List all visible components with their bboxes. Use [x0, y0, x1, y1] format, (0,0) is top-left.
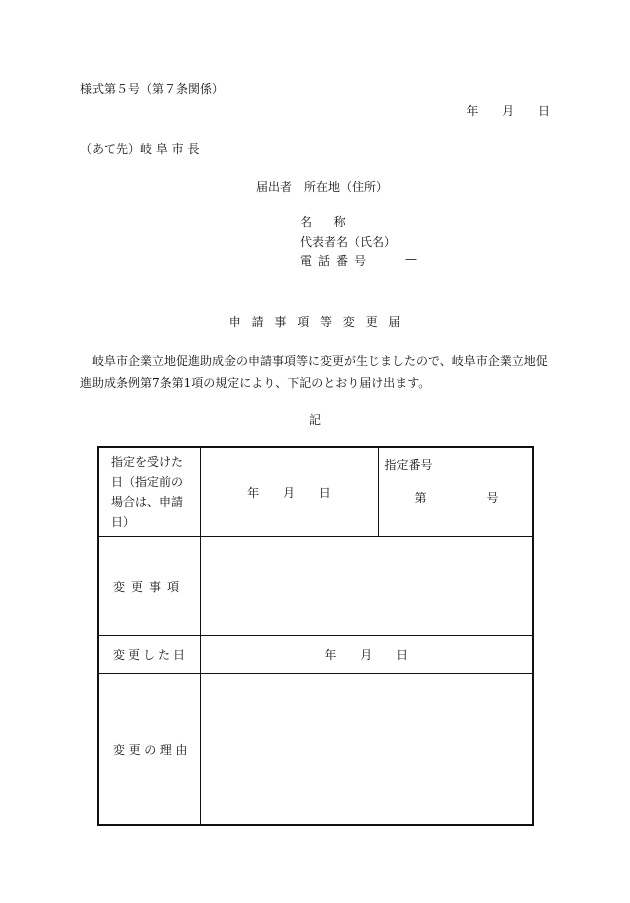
designated-date-label: 指定を受けた日（指定前の場合は、申請日）	[98, 447, 200, 537]
designation-number-cell[interactable]	[378, 447, 533, 537]
applicant-name-label: 名称	[300, 215, 368, 229]
table-row	[98, 537, 533, 636]
table-row	[98, 674, 533, 826]
designated-date-value[interactable]: 年 月 日	[200, 447, 378, 537]
designation-number-label: 指定番号	[384, 458, 433, 472]
table-row	[98, 447, 533, 537]
table-row	[98, 636, 533, 674]
change-date-label: 変更した日	[98, 636, 200, 674]
date-line: 年 月 日	[466, 104, 550, 118]
phone-dash: —	[405, 252, 417, 266]
document-title: 申請事項等変更届	[228, 315, 412, 329]
representative-label: 代表者名（氏名）	[300, 235, 397, 249]
change-items-value[interactable]	[200, 537, 533, 636]
addressee: （あて先）岐 阜 市 長	[80, 142, 200, 156]
record-table	[97, 446, 534, 826]
form-number: 様式第５号（第７条関係）	[80, 82, 225, 96]
body-text: 岐阜市企業立地促進助成金の申請事項等に変更が生じましたので、岐阜市企業立地促進助成条例第7条第1項の規定により、下記のとおり届け出ます。	[80, 354, 548, 390]
change-date-value[interactable]: 年 月 日	[200, 636, 533, 674]
applicant-address-label: 届出者 所在地（住所）	[256, 180, 389, 194]
change-reason-label: 変更の理由	[98, 674, 200, 826]
change-reason-value[interactable]	[200, 674, 533, 826]
ki-label: 記	[308, 413, 321, 427]
phone-label: 電話番号	[300, 254, 373, 268]
change-items-label: 変更事項	[98, 537, 200, 636]
designation-number-value: 第 号	[414, 491, 499, 505]
